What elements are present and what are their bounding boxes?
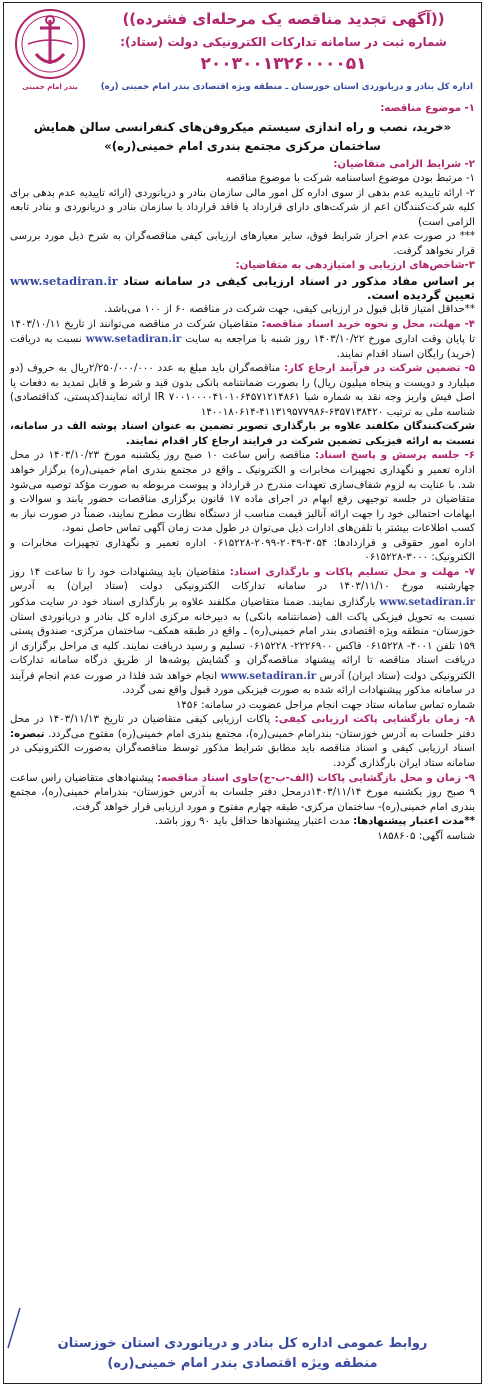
- section-4: [10, 318, 475, 363]
- section-7-text-a: متقاضیان باید پیشنهادات خود را تا ساعت ۱۴ روز چهارشنبه مورخ ۱۴۰۳/۱۱/۱۰ در سامانه تدارکات الکترونیکی دولت (ستاد ایران) به آدرس: [10, 566, 475, 593]
- min-score-note: **حداقل امتیاز قابل قبول در ارزیابی کیفی، جهت شرکت در مناقصه ۶۰ از ۱۰۰ می‌باشد.: [104, 304, 475, 316]
- issuer-line: اداره کل بنادر و دریانوردی استان خوزستان ـ منطقه ویژه اقتصادی بندر امام خمینی (ره): [100, 82, 473, 92]
- section-6-text: مناقصه رأس ساعت ۱۰ صبح روز یکشنبه مورخ ۱۴۰۳/۱۰/۲۳ در محل اداره تعمیر و نگهداری تجهیزات مخابرات و الکترونیک ـ واقع در مجتمع بندری امام خمینی(ره) برگزار خواهد شد. با عنایت به لزوم شفاف‌سازی تعهدات مندرج در قرارداد و پیوست مربوطه به صورت مؤکد توصیه می‌شود متقاضیان در جلسه توجیهی رفع ابهام در اجرای ماده ۱۷ قانون برگزاری مناقصات حضور یابند و سوالات و ابهامات احتمالی خود را جهت ارائه آنالیز قیمت مناسب از دستگاه نظارت مطرح نمایند، ضمناً در صورت نیاز به کسب اطلاعات بیشتر با تلفن‌های ادارات ذیل می‌توان در طول مدت زمان آگهی تماس حاصل نمود.: [10, 450, 475, 535]
- validity-text: مدت اعتبار پیشنهادها حداقل باید ۹۰ روز باشد.: [154, 816, 350, 828]
- section-7-heading: ۷- مهلت و محل تسلیم پاکات و بارگذاری اسناد:: [229, 566, 475, 578]
- section-9-text: پیشنهادهای متقاضیان راس ساعت ۹ صبح روز یکشنبه مورخ ۱۴۰۳/۱۱/۱۴درمحل دفتر جلسات به آدرس خوزستان- بندرامام خمینی(ره)، مجتمع بندری امام خمینی(ره)- ساختمان مرکزی- طبقه چهارم مفتوح و مورد ارزیابی قرار خواهد گرفت.: [10, 772, 475, 813]
- setad-support-phone: شماره تماس سامانه ستاد جهت انجام مراحل عضویت در سامانه: ۱۴۵۶: [175, 699, 475, 711]
- section-8-note-label: تبصره:: [10, 728, 45, 740]
- requirement-note: *** در صورت عدم احراز شرایط فوق، سایر معیارهای ارزیابی کیفی مناقصه‌گران به شرح ذیل مورد بررسی قرار نخواهد گرفت.: [10, 231, 475, 257]
- requirement-2: ۲- ارائه تاییدیه عدم بدهی از سوی اداره کل امور مالی سازمان بنادر و دریانوردی (ارائه تاییدیه عدم بدهی برای کلیه شرکت‌کنندگان اعم از شرکت‌های دارای قرارداد یا فاقد قرارداد با سازمان بنادر و دریانوردی و بنادر تابعه الزامی است): [10, 187, 475, 228]
- registration-number: ۲۰۰۳۰۰۱۳۲۶۰۰۰۰۵۱: [200, 54, 367, 74]
- guarantee-notice: شرکت‌کنندگان مکلفند علاوه بر بارگذاری تصویر تضمین به عنوان اسناد پوشه الف در سامانه، نسبت به ارائه فیزیکی تضمین شرکت در فرایند ارجاع کار اقدام نمایند.: [10, 421, 475, 447]
- ad-header: [6, 4, 479, 102]
- section-4-text-b: نسبت به دریافت (خرید) رایگان اسناد اقدام نمایند.: [10, 334, 475, 360]
- section-4-heading: ۴- مهلت، محل و نحوه خرید اسناد مناقصه:: [261, 318, 475, 330]
- evaluation-text: [10, 274, 475, 303]
- ad-body: [6, 102, 479, 844]
- ad-title: ((آگهی تجدید مناقصه یک مرحله‌ای فشرده)): [122, 10, 445, 28]
- logo-caption: بندر امام خمینی: [22, 83, 78, 91]
- section-3-heading: ۳-شاخص‌های ارزیابی و امتیازدهی به متقاضیان:: [235, 260, 475, 272]
- section-8: [10, 713, 475, 771]
- section-6: [10, 449, 475, 536]
- contact-phones: اداره امور حقوقی و قراردادها: ۳۰۵۴-۲۰۴۹-۲۰۹۹-۰۶۱۵۲۲۸ اداره تعمیر و نگهداری تجهیزات مخابرات و الکترونیک: ۳۰۰۰-۰۶۱۵۲۲۸: [10, 537, 475, 564]
- section-8-note: اسناد ارزیابی کیفی و اسناد مناقصه باید مطابق شرایط مذکور توسط مناقصه‌گران به‌صورت الکترونیکی در سامانه ستاد ایران بارگذاری گردد.: [10, 743, 475, 769]
- setad-link[interactable]: www.setadiran.ir: [85, 333, 182, 346]
- validity: [10, 815, 475, 830]
- footer-line-1: روابط عمومی اداره کل بنادر و دریانوردی استان خوزستان: [57, 1336, 428, 1351]
- section-2-heading: ۲- شرایط الزامی متقاضیان:: [333, 158, 475, 170]
- section-1-heading: ۱- موضوع مناقصه:: [380, 103, 475, 114]
- section-7: [10, 566, 475, 699]
- evaluation-text-a: بر اساس مفاد مذکور در اسناد ارزیابی کیفی در سامانه ستاد: [123, 273, 475, 288]
- section-7-text-b: بارگذاری نمایند. ضمنا متقاضیان مکلفند علاوه بر بارگذاری اسناد خود در سایت مذکور نسبت به تحویل فیزیکی پاکت الف (ضمانتنامه بانکی) به دبیرخانه مرکزی اداره کل بنادر و دریانوردی استان خوزستان- منطقه ویژه اقتصادی بندر امام خمینی(ره) ـ واقع در طبقه همکف- ساختمان مرکزی- صندوق پستی ۱۵۹ تلفن ۴۰۰۱- ۰۶۱۵۲۲۸ فاکس ۲۲۲۶۹۰۰- ۰۶۱۵۲۲۸ تسلیم و رسید دریافت نمایند. کلیه ی مراحل برگزاری از دریافت اسناد مناقصه تا ارائه پیشنهاد مناقصه‌گران و گشایش پوشه‌ها از طریق درگاه سامانه تدارکات الکترونیکی دولت (ستاد ایران) آدرس: [10, 596, 475, 682]
- footer-line-2: منطقه ویژه اقتصادی بندر امام خمینی(ره): [107, 1356, 378, 1371]
- ad-id: شناسه آگهی: ۱۸۵۸۶۰۵: [377, 830, 475, 842]
- registration-label: شماره ثبت در سامانه تدارکات الکترونیکی دولت (ستاد):: [120, 35, 447, 49]
- section-5: [10, 362, 475, 420]
- section-7-text-c: انجام خواهد شد فلذا در صورت عدم انجام فرآیند در سامانه مذکور پیشنهادات ارائه شده به صورت فیزیکی مورد قبول واقع نمی گردد.: [10, 670, 475, 697]
- setad-link[interactable]: www.setadiran.ir: [10, 273, 118, 288]
- section-5-heading: ۵- تضمین شرکت در فرآیند ارجاع کار:: [284, 363, 475, 375]
- section-6-heading: ۶- جلسه پرسش و پاسخ اسناد:: [315, 450, 475, 462]
- section-9-heading: ۹- زمان و محل بازگشایی پاکات (الف-ب-ج)حاوی اسناد مناقصه:: [157, 772, 475, 784]
- setad-link[interactable]: www.setadiran.ir: [220, 669, 317, 682]
- ad-footer: [6, 1334, 479, 1374]
- section-8-heading: ۸- زمان بازگشایی پاکت ارزیابی کیفی:: [274, 714, 475, 726]
- section-5-text: مناقصه‌گران باید مبلغ به عدد ۲/۲۵۰/۰۰۰/۰۰۰ریال به حروف (دو میلیارد و دویست و پنجاه میلیون ریال) را بصورت ضمانتنامه بانکی بدون قید و شرط و قابل تمدید به دفعات یا اصل فیش واریز وجه نقد به شماره شبا IR ۷۰۰۱۰۰۰۰۴۱۰۱۰۶۴۵۷۱۲۱۴۸۶۱ ارائه نمایند(کدپستی، کداقتصادی) شناسه ملی به ترتیب ۶۳۵۷۱۳۸۴۲۰-۴۱۱۳۱۹۵۷۷۹۸۶-۱۴۰۰۱۸۰۶۱۴: [10, 363, 475, 418]
- setad-link[interactable]: www.setadiran.ir: [379, 595, 475, 608]
- validity-label: **مدت اعتبار پیشنهادها:: [353, 816, 475, 828]
- section-4-text-a: متقاضیان شرکت در مناقصه می‌توانند از تاریخ ۱۴۰۳/۱۰/۱۱ تا پایان وقت اداری مورخ ۱۴۰۳/۱۰/۲۲ روز شنبه با مراجعه به سایت: [10, 318, 475, 346]
- evaluation-text-b: تعیین گردیده است.: [367, 288, 475, 303]
- section-9: [10, 772, 475, 816]
- tender-subject: «خرید، نصب و راه اندازی سیستم میکروفن‌های کنفرانسی سالن همایش ساختمان مرکزی مجتمع بندری امام خمینی(ره)»: [33, 119, 452, 153]
- section-8-text: پاکات ارزیابی کیفی متقاضیان در تاریخ ۱۴۰۳/۱۱/۱۳ در محل دفتر جلسات به آدرس خوزستان- بندرامام خمینی(ره)، مجتمع بندری امام خمینی(ره) مفتوح می‌گردد.: [10, 714, 475, 740]
- requirement-1: ۱- مرتبط بودن موضوع اساسنامه شرکت با موضوع مناقصه: [225, 173, 475, 185]
